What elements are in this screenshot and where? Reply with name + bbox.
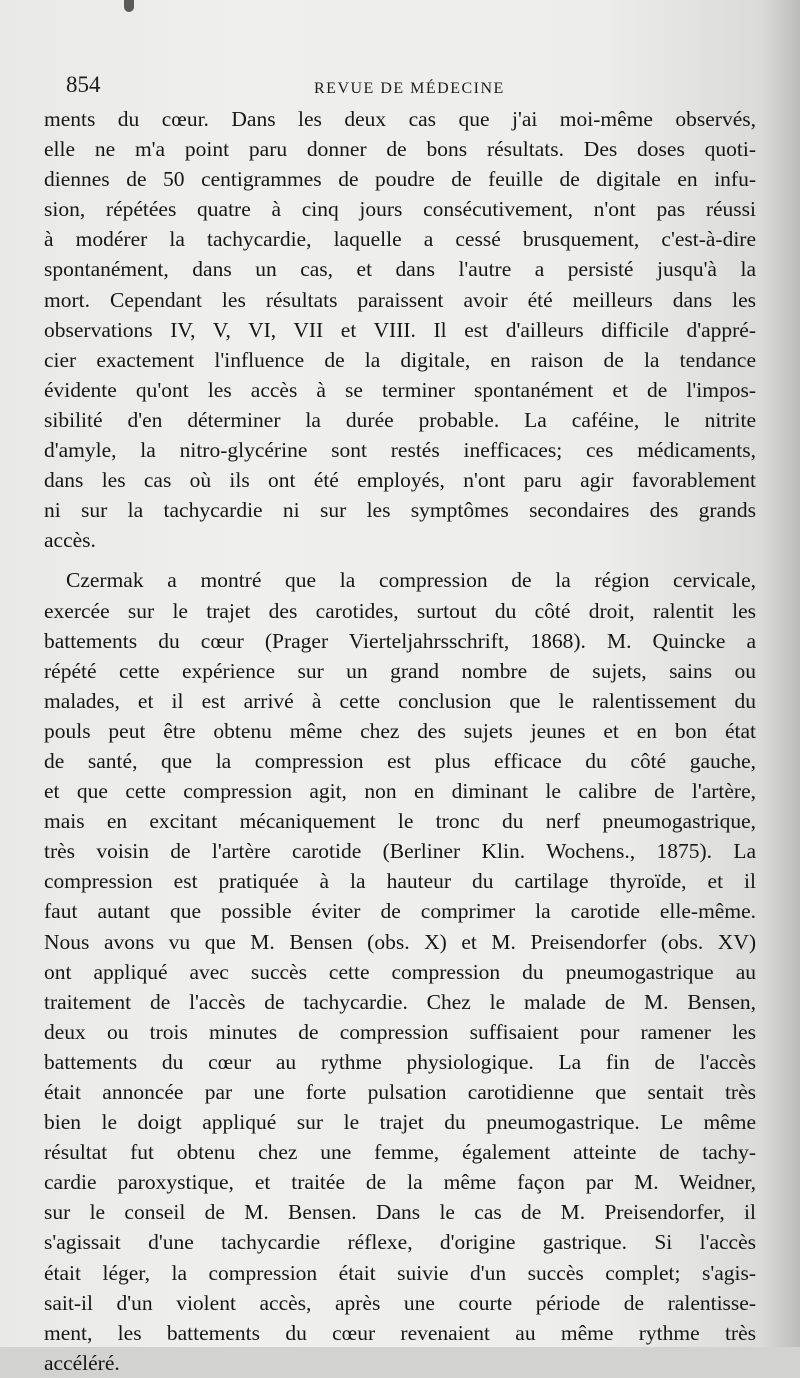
text-line: exercée sur le trajet des carotides, surtout du côté droit, ralentit les [44,598,756,623]
text-line: Nous avons vu que M. Bensen (obs. X) et M. Preisendorfer (obs. XV) [44,929,756,954]
text-line: ni sur la tachycardie ni sur les symptômes secondaires des grands [44,498,756,523]
text-line: dans les cas où ils ont été employés, n'ont paru agir favorablement [44,468,756,493]
text-line: elle ne m'a point paru donner de bons résultats. Des doses quoti- [44,137,756,162]
text-line: accès. [44,528,96,553]
running-title: REVUE DE MÉDECINE [314,80,505,97]
text-line: sion, répétées quatre à cinq jours consécutivement, n'ont pas réussi [44,197,756,222]
body-text [44,104,756,1378]
text-line: s'agissait d'une tachycardie réflexe, d'origine gastrique. Si l'accès [44,1230,756,1255]
text-line: évidente qu'ont les accès à se terminer spontanément et de l'impos- [44,377,756,402]
text-line: était annoncée par une forte pulsation carotidienne que sentait très [44,1080,756,1104]
text-line: était léger, la compression était suivie d'un succès complet; s'agis- [44,1260,756,1285]
text-line: traitement de l'accès de tachycardie. Chez le malade de M. Bensen, [44,989,756,1014]
text-line: cier exactement l'influence de la digitale, en raison de la tendance [44,347,756,372]
text-line: ments du cœur. Dans les deux cas que j'ai moi-même observés, [44,107,756,131]
text-line: observations IV, V, VI, VII et VIII. Il est d'ailleurs difficile d'appré- [44,317,756,342]
text-line: battements du cœur (Prager Vierteljahrsschrift, 1868). M. Quincke a [44,628,756,653]
text-line: bien le doigt appliqué sur le trajet du pneumogastrique. Le même [44,1110,756,1135]
page-header [66,72,766,106]
paragraph-digitalis [44,104,756,555]
text-line: pouls peut être obtenu même chez des sujets jeunes et en bon état [44,718,756,743]
page-number: 854 [66,72,101,97]
text-line: et que cette compression agit, non en diminant le calibre de l'artère, [44,779,756,804]
paragraph-compression [44,565,756,1378]
text-line: cardie paroxystique, et traitée de la même façon par M. Weidner, [44,1170,756,1195]
text-line: d'amyle, la nitro-glycérine sont restés inefficaces; ces médicaments, [44,438,756,463]
text-line: spontanément, dans un cas, et dans l'autre a persisté jusqu'à la [44,257,756,282]
text-line: répété cette expérience sur un grand nombre de sujets, sains ou [44,658,756,683]
page-corner-mark [124,0,134,12]
text-line: malades, et il est arrivé à cette conclusion que le ralentissement du [44,688,756,713]
text-line: très voisin de l'artère carotide (Berliner Klin. Wochens., 1875). La [44,839,756,864]
text-line: ment, les battements du cœur revenaient au même rythme très [44,1320,756,1345]
text-line: mort. Cependant les résultats paraissent avoir été meilleurs dans les [44,287,756,312]
text-line: sur le conseil de M. Bensen. Dans le cas de M. Preisendorfer, il [44,1200,756,1225]
text-line: accéléré. [44,1350,120,1375]
text-line: sait-il d'un violent accès, après une courte période de ralentisse- [44,1290,756,1315]
text-line: Czermak a montré que la compression de la région cervicale, [66,568,756,593]
text-line: sibilité d'en déterminer la durée probable. La caféine, le nitrite [44,407,756,432]
text-line: résultat fut obtenu chez une femme, également atteinte de tachy- [44,1140,756,1165]
text-line: diennes de 50 centigrammes de poudre de feuille de digitale en infu- [44,167,756,192]
text-line: de santé, que la compression est plus efficace du côté gauche, [44,748,756,773]
text-line: mais en excitant mécaniquement le tronc du nerf pneumogastrique, [44,809,756,834]
text-line: battements du cœur au rythme physiologique. La fin de l'accès [44,1049,756,1074]
text-line: compression est pratiquée à la hauteur du cartilage thyroïde, et il [44,869,756,894]
page-edge-shadow [762,0,800,1347]
text-line: ont appliqué avec succès cette compression du pneumogastrique au [44,959,756,984]
text-line: deux ou trois minutes de compression suffisaient pour ramener les [44,1019,756,1044]
text-line: faut autant que possible éviter de comprimer la carotide elle-même. [44,899,756,924]
text-line: à modérer la tachycardie, laquelle a cessé brusquement, c'est-à-dire [44,227,756,252]
